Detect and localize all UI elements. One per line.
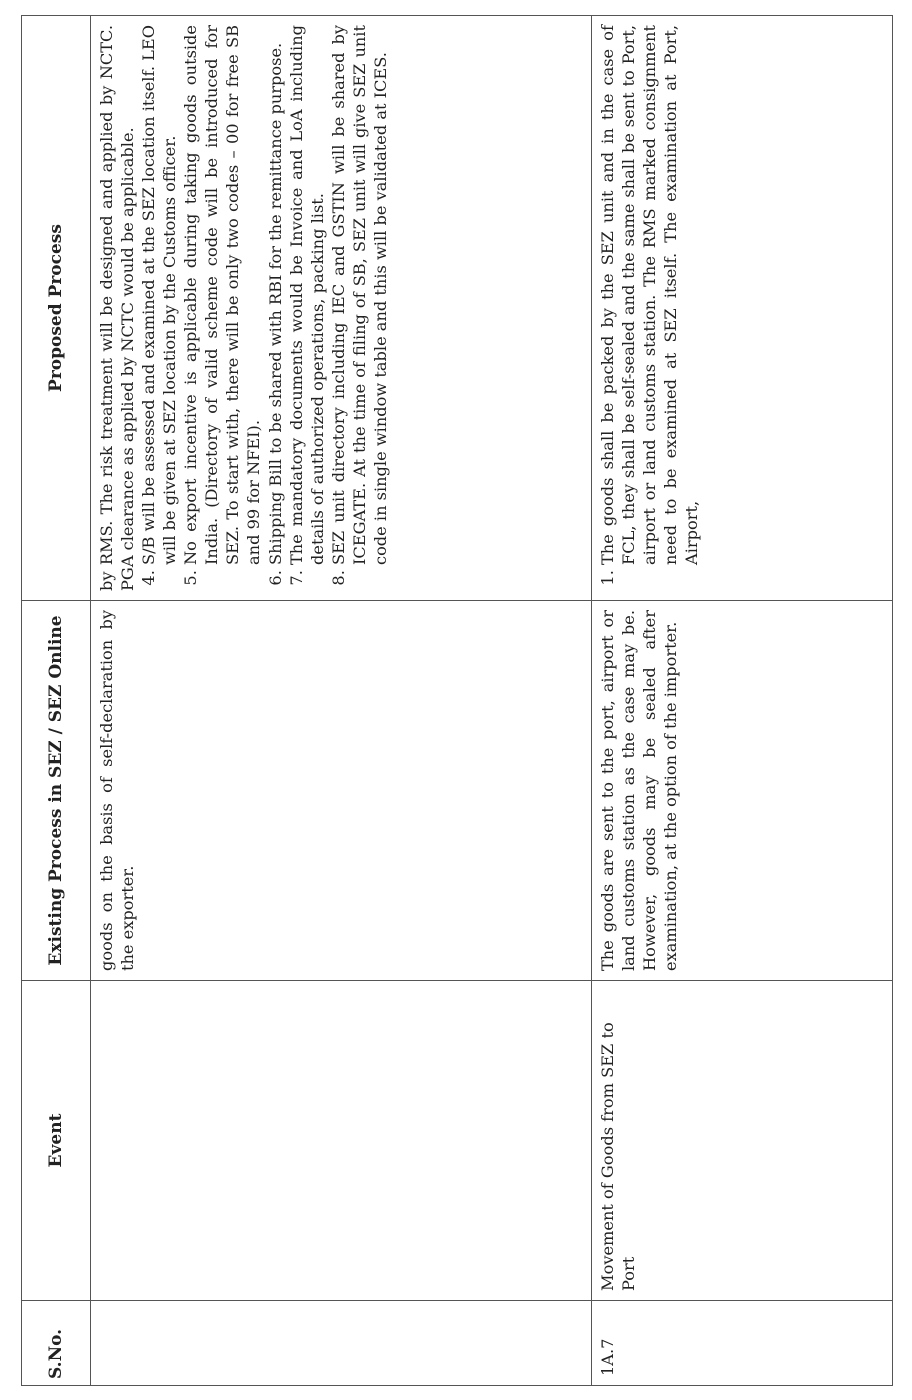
existing-text: The goods are sent to the port, airport or land customs station as the case may be. However, goods may be sealed after examination, at the option of the importer. — [598, 610, 681, 971]
table-row — [592, 16, 893, 1386]
header-row — [22, 16, 91, 1386]
cell-proposed — [91, 16, 592, 601]
list-item: 7. The mandatory documents would be Invoice and LoA including details of authorized operations, packing list. — [286, 25, 328, 565]
list-item: 8. SEZ unit directory including IEC and GSTIN will be shared by ICEGATE. At the time of filing of SB, SEZ unit will give SEZ unit code in single window table and this will be validated at ICES. — [328, 25, 391, 565]
proposed-list — [138, 25, 391, 591]
list-item: 1. The goods shall be packed by the SEZ unit and in the case of FCL, they shall be self-sealed and the same shall be sent to Port, airport or land customs station. The RMS marked consignment need to be examined at SEZ itself. The examination at Port, Airport, — [597, 25, 702, 565]
proposed-list — [597, 25, 702, 591]
process-table — [21, 15, 893, 1386]
cell-event — [592, 981, 893, 1301]
list-item: 6. Shipping Bill to be shared with RBI for the remittance purpose. — [265, 25, 286, 565]
cell-existing — [91, 601, 592, 981]
event-text: Movement of Goods from SEZ to Port — [598, 1022, 639, 1291]
cell-proposed — [592, 16, 893, 601]
table-row — [91, 16, 592, 1386]
existing-text: goods on the basis of self-declaration by the exporter. — [97, 610, 138, 971]
cell-sno — [91, 1301, 592, 1386]
cell-existing — [592, 601, 893, 981]
header-event: Event — [22, 981, 91, 1301]
header-existing: Existing Process in SEZ / SEZ Online — [22, 601, 91, 981]
cell-sno: 1A.7 — [592, 1301, 893, 1386]
proposed-lead: by RMS. The risk treatment will be designed and applied by NCTC. PGA clearance as applied by NCTC would be applicable. — [97, 25, 138, 591]
cell-event — [91, 981, 592, 1301]
header-proposed: Proposed Process — [22, 16, 91, 601]
header-sno: S.No. — [22, 1301, 91, 1386]
list-item: 5. No export incentive is applicable during taking goods outside India. (Directory of valid scheme code will be introduced for SEZ. To start with, there will be only two codes – 00 for free SB and 99 for NFEI). — [180, 25, 264, 565]
list-item: 4. S/B will be assessed and examined at the SEZ location itself. LEO will be given at SEZ location by the Customs officer. — [138, 25, 180, 565]
